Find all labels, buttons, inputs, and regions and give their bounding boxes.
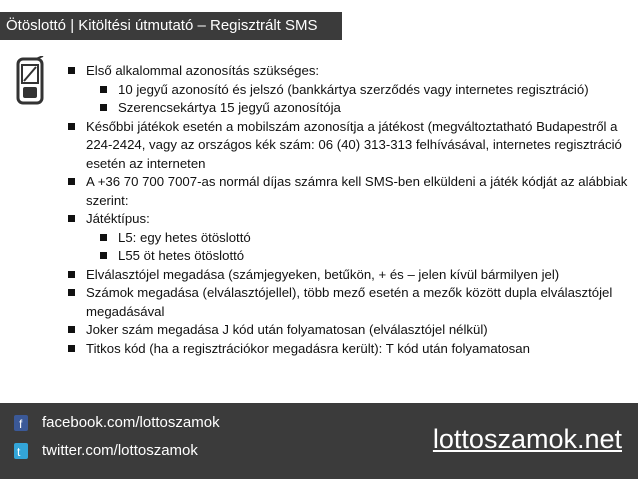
list-item-text: 10 jegyű azonosító és jelszó (bankkártya szerződés vagy internetes regisztráció) bbox=[118, 81, 589, 97]
facebook-link-text: facebook.com/lottoszamok bbox=[42, 414, 220, 431]
list-item-text: A +36 70 700 7007-as normál díjas számra kell SMS-ben elküldeni a játék kódját az alábbiak szerint: bbox=[86, 174, 628, 208]
svg-text:t: t bbox=[17, 445, 21, 460]
list-item bbox=[66, 173, 632, 210]
list-item-text: Joker szám megadása J kód után folyamatosan (elválasztójel nélkül) bbox=[86, 322, 488, 337]
list-item-text: Szerencsekártya 15 jegyű azonosítója bbox=[118, 100, 341, 115]
instruction-list bbox=[66, 62, 632, 358]
list-item bbox=[98, 247, 632, 266]
list-item bbox=[98, 99, 632, 118]
list-item-text: Elválasztójel megadása (számjegyeken, betűkön, + és – jelen kívül bármilyen jel) bbox=[86, 266, 560, 282]
footer bbox=[0, 403, 638, 479]
list-item bbox=[66, 321, 632, 340]
list-item bbox=[66, 118, 632, 174]
site-link[interactable]: lottoszamok.net bbox=[432, 424, 622, 454]
list-item-text: Játéktípus: bbox=[86, 211, 150, 226]
list-item bbox=[98, 229, 632, 248]
twitter-link[interactable] bbox=[14, 441, 198, 461]
twitter-link-text: twitter.com/lottoszamok bbox=[42, 442, 198, 459]
facebook-icon bbox=[14, 415, 28, 431]
list-item bbox=[66, 340, 632, 359]
list-item-text: L5: egy hetes ötöslottó bbox=[118, 229, 251, 245]
page-title: Ötöslottó | Kitöltési útmutató – Regisztrált SMS bbox=[0, 12, 342, 40]
list-item-text: Titkos kód (ha a regisztrációkor megadásra került): T kód után folyamatosan bbox=[86, 340, 530, 356]
list-item bbox=[66, 62, 632, 118]
list-item bbox=[66, 266, 632, 285]
twitter-icon bbox=[14, 443, 28, 459]
list-item bbox=[66, 284, 632, 321]
list-item-text: L55 öt hetes ötöslottó bbox=[118, 248, 245, 263]
svg-text:f: f bbox=[19, 417, 23, 432]
list-item-text: Első alkalommal azonosítás szükséges: bbox=[86, 63, 320, 78]
facebook-link[interactable] bbox=[14, 413, 220, 433]
list-item bbox=[98, 81, 632, 100]
mobile-phone-icon bbox=[16, 56, 46, 106]
list-item-text: Számok megadása (elválasztójellel), több mező esetén a mezők között dupla elválasztójel megadásával bbox=[86, 285, 613, 319]
list-item-text: Későbbi játékok esetén a mobilszám azonosítja a játékost (megváltoztatható Budapestről a 224-2424, vagy az országos kék szám: 06 (40) 313-313 felhívásával, internetes regisztráció esetén az interneten bbox=[86, 118, 622, 171]
list-item bbox=[66, 210, 632, 266]
